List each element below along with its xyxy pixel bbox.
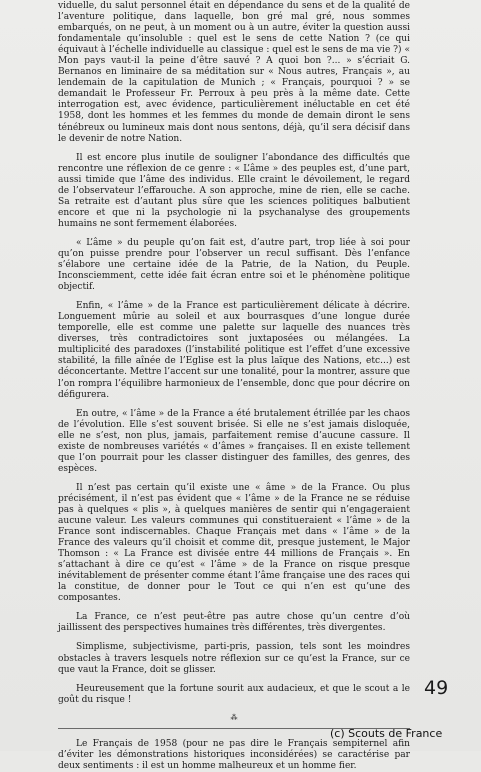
copyright-watermark: (c) Scouts de France xyxy=(330,727,443,740)
paragraph-9: Heureusement que la fortune sourit aux audacieux, et que le scout a le goût du risque ! xyxy=(58,683,410,705)
paragraph-1: viduelle, du salut personnel était en dépendance du sens et de la qualité de l’aventure politique, dans laquelle, bon gré mal gré, nous sommes embarqués, on ne peut, à un moment ou à un autre, éviter la question aussi fondamentale qu’insoluble : quel est le sens de cette Nation ? (ce qui équivaut à l’échelle individuelle au classique : quel est le sens de ma vie ?) « Mon pays vaut-il la peine d’être sauvé ? A quoi bon ?... » s’écriait G. Bernanos en liminaire de sa méditation sur « Nous autres, Français », au lendemain de la capitulation de Munich ; « Français, pourquoi ? » se demandait le Professeur Fr. Perroux à peu près à la même date. Cette interrogation est, avec évidence, particulièrement inéluctable en cet été 1958, dont les hommes et les femmes du monde de demain diront le sens ténébreux ou lumineux mais dont nous sentons, déjà, qu’il sera décisif dans le devenir de notre Nation. xyxy=(58,1,410,144)
page-number: 49 xyxy=(424,677,449,699)
paragraph-8: Simplisme, subjectivisme, parti-pris, passion, tels sont les moindres obstacles à travers lesquels notre réflexion sur ce qu’est la France, sur ce que vaut la France, doit se glisser. xyxy=(58,642,410,675)
body-text xyxy=(58,1,410,772)
paragraph-3: « L’âme » du peuple qu’on fait est, d’autre part, trop liée à soi pour qu’on puisse prendre pour l’observer un recul suffisant. Dès l’enfance s’élabore une certaine idée de la Patrie, de la Nation, du Peuple. Inconsciemment, cette idée fait écran entre soi et le phénomène politique objectif. xyxy=(58,237,410,293)
paragraph-4: Enfin, « l’âme » de la France est particulièrement délicate à décrire. Longuement mûrie au soleil et aux bourrasques d’une longue durée temporelle, elle est comme une palette sur laquelle des nuances très diverses, très contradictoires sont juxtaposées ou mélangées. La multiplicité des paradoxes (l’instabilité politique est l’effet d’une excessive stabilité, la fille aînée de l’Eglise est la plus laïque des Nations, etc...) est déconcertante. Mettre l’accent sur une tonalité, pour la montrer, assure que l’on rompra l’équilibre harmonieux de l’ensemble, donc que pour décrire on défigurera. xyxy=(58,301,410,400)
paragraph-2: Il est encore plus inutile de souligner l’abondance des difficultés que rencontre une réflexion de ce genre : « L’âme » des peuples est, d’une part, aussi timide que l’âme des individus. Elle craint le dévoilement, le regard de l’observateur l’effarouche. A son approche, mine de rien, elle se cache. Sa retraite est d’autant plus sûre que les sciences politiques balbutient encore et que ni la psychologie ni la psychanalyse des groupements humains ne sont fermement élaborées. xyxy=(58,152,410,229)
paragraph-5: En outre, « l’âme » de la France a été brutalement étrillée par les chaos de l’évolution. Elle s’est souvent brisée. Si elle ne s’est jamais disloquée, elle ne s’est, non plus, jamais, parfaitement remise d’aucune cassure. Il existe de nombreuses variétés « d’âmes » françaises. Il en existe tellement que l’on pourrait pour les classer distinguer des familles, des genres, des espèces. xyxy=(58,408,410,474)
paragraph-6: Il n’est pas certain qu’il existe une « âme » de la France. Ou plus précisément, il n’est pas évident que « l’âme » de la France ne se réduise pas à quelques « plis », à quelques manières de sentir qui n’engageraient aucune valeur. Les valeurs communes qui constitueraient « l’âme » de la France sont indiscernables. Chaque Français met dans « l’âme » de la France des valeurs qu’il choisit et comme dit, presque justement, le Major Thomson : « La France est divisée entre 44 millions de Français ». En s’attachant à dire ce qu’est « l’âme » de la France on risque presque inévitablement de présenter comme étant l’âme française une des races qui la constitue, de donner pour le Tout ce qui n’en est qu’une des composantes. xyxy=(58,482,410,604)
paragraph-7: La France, ce n’est peut-être pas autre chose qu’un centre d’où jaillissent des perspectives humaines très différentes, très divergentes. xyxy=(58,612,410,634)
section-separator: ⁂ xyxy=(230,713,238,722)
footnote-paragraph: Le Français de 1958 (pour ne pas dire le Français sempiternel afin d’éviter les démonstrations historiques inconsidérées) se caractérise par deux sentiments : il est un homme malheureux et un homme fier. xyxy=(58,738,410,771)
